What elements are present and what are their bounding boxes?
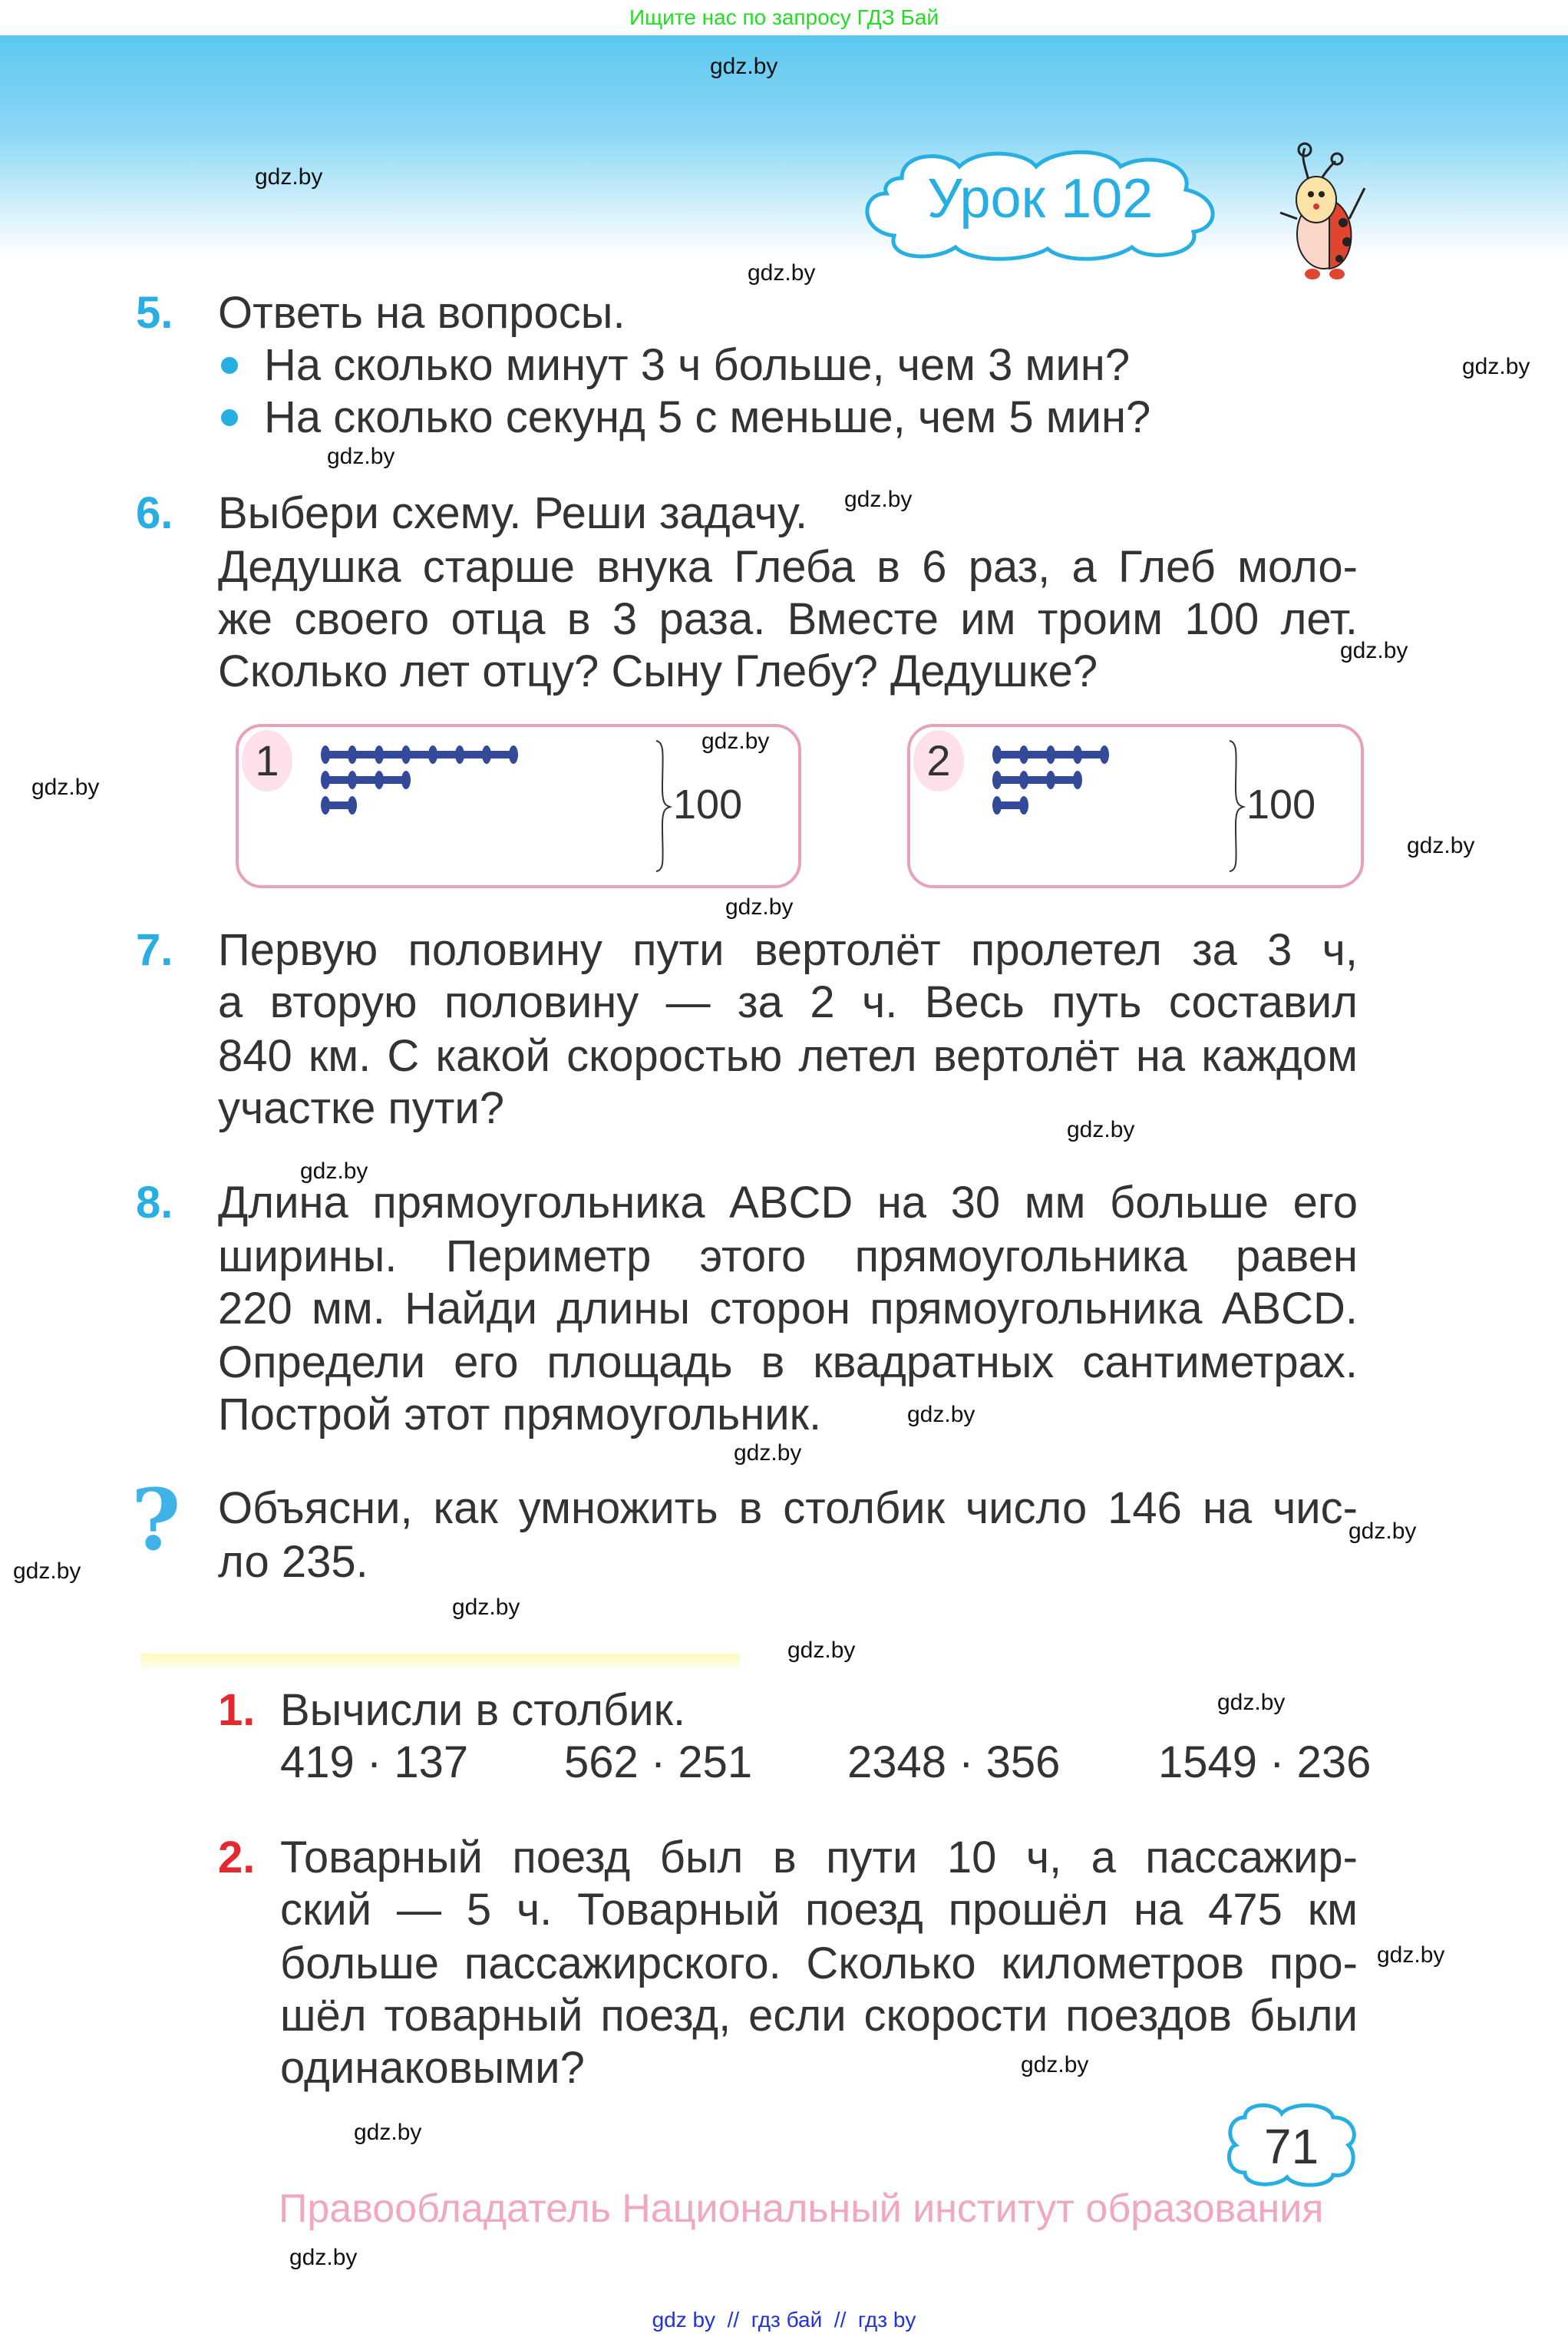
page-number: 71 [1264, 2119, 1319, 2174]
exercise-6-line: же своего отца в 3 раза. Вместе им троим 100 лет. [218, 594, 1358, 644]
expression: 562 · 251 [564, 1737, 753, 1787]
segment-tick [1019, 745, 1028, 764]
homework-1-title: Вычисли в столбик. [280, 1685, 686, 1735]
exercise-7-line: а вторую половину — за 2 ч. Весь путь составил [218, 977, 1358, 1027]
watermark: gdz.by [1377, 1942, 1445, 1968]
watermark: gdz.by [354, 2120, 422, 2145]
segment-tick [455, 745, 464, 764]
footer-links[interactable]: gdz by // гдз бай // гдз by [652, 2308, 916, 2332]
watermark: gdz.by [289, 2245, 358, 2270]
segment-tick [348, 771, 357, 789]
homework-2-line: ский — 5 ч. Товарный поезд прошёл на 475 км [280, 1885, 1358, 1935]
exercise-5-question: На сколько секунд 5 с меньше, чем 5 мин? [264, 392, 1151, 442]
exercise-6-number: 6. [136, 488, 173, 538]
scheme-number: 2 [913, 730, 964, 792]
exercise-5-title: Ответь на вопросы. [218, 288, 626, 338]
segment-tick [1046, 771, 1055, 789]
segment-tick [348, 796, 357, 815]
exercise-7-line: 840 км. С какой скоростью летел вертолёт на каждом [218, 1031, 1358, 1081]
segment-tick [375, 771, 384, 789]
exercise-8-line: Построй этот прямоугольник. [218, 1390, 822, 1439]
exercise-8-line: Определи его площадь в квадратных сантиметрах. [218, 1337, 1358, 1387]
watermark: gdz.by [748, 260, 816, 286]
brace-icon [1230, 741, 1243, 871]
watermark: gdz.by [1407, 833, 1475, 858]
segment-tick [992, 771, 1002, 789]
watermark: gdz.by [1021, 2052, 1089, 2077]
segment-tick [321, 771, 330, 789]
watermark: gdz.by [327, 444, 395, 469]
exercise-7-line: Первую половину пути вертолёт пролетел за 3 ч, [218, 925, 1358, 975]
segment-tick [1100, 745, 1109, 764]
homework-2-line: одинаковыми? [280, 2043, 585, 2093]
watermark: gdz.by [1348, 1519, 1417, 1544]
watermark: gdz.by [710, 54, 778, 79]
homework-2-line: больше пассажирского. Сколько километров про- [280, 1938, 1358, 1988]
scheme-total: 100 [1246, 782, 1316, 828]
segment-tick [1019, 771, 1028, 789]
exercise-5-question: На сколько минут 3 ч больше, чем 3 мин? [264, 340, 1131, 390]
question-mark-icon: ? [131, 1470, 181, 1569]
exercise-8-line: Длина прямоугольника ABCD на 30 мм больше его [218, 1178, 1358, 1228]
exercise-8-line: ширины. Периметр этого прямоугольника равен [218, 1231, 1358, 1281]
top-banner[interactable]: Ищите нас по запросу ГДЗ Бай [629, 5, 939, 29]
exercise-6-line: Дедушка старше внука Глеба в 6 раз, а Глеб моло- [218, 542, 1358, 592]
watermark: gdz.by [255, 164, 323, 190]
lesson-title: Урок 102 [927, 168, 1154, 230]
exercise-5-number: 5. [136, 288, 173, 338]
copyright: Правообладатель Национальный институт образования [279, 2186, 1324, 2231]
watermark: gdz.by [907, 1402, 975, 1427]
watermark: gdz.by [701, 729, 770, 754]
watermark: gdz.by [725, 894, 794, 920]
watermark: gdz.by [1217, 1690, 1286, 1715]
question-line: Объясни, как умножить в столбик число 146 на чис- [218, 1483, 1358, 1533]
expression: 419 · 137 [280, 1737, 469, 1787]
segment-tick [401, 771, 411, 789]
scheme-option-2[interactable] [907, 724, 1364, 888]
homework-1-number: 1. [218, 1685, 256, 1735]
segment-tick [401, 745, 411, 764]
segment-tick [509, 745, 518, 764]
brace-icon [656, 741, 670, 871]
segment-tick [428, 745, 437, 764]
watermark: gdz.by [452, 1595, 520, 1620]
segment-tick [375, 745, 384, 764]
watermark: gdz.by [787, 1638, 856, 1663]
watermark: gdz.by [734, 1440, 802, 1466]
watermark: gdz.by [300, 1158, 368, 1184]
homework-2-number: 2. [218, 1833, 256, 1882]
question-line: ло 235. [218, 1537, 368, 1587]
segment-tick [1019, 796, 1028, 815]
bullet-icon [221, 409, 238, 426]
exercise-8-number: 8. [136, 1178, 173, 1228]
segment-tick [321, 745, 330, 764]
exercise-6-line: Сколько лет отцу? Сыну Глебу? Дедушке? [218, 646, 1098, 696]
watermark: gdz.by [844, 487, 913, 512]
segment-tick [992, 796, 1002, 815]
segment-tick [348, 745, 357, 764]
expression: 2348 · 356 [847, 1737, 1061, 1787]
segment-tick [321, 796, 330, 815]
watermark: gdz.by [31, 775, 100, 800]
expression: 1549 · 236 [1158, 1737, 1372, 1787]
segment-tick [992, 745, 1002, 764]
watermark: gdz.by [1462, 354, 1530, 379]
homework-2-line: Товарный поезд был в пути 10 ч, а пассажир- [280, 1833, 1358, 1882]
homework-2-line: шёл товарный поезд, если скорости поездов были [280, 1991, 1358, 2041]
exercise-6-line: Выбери схему. Реши задачу. [218, 488, 808, 538]
watermark: gdz.by [1067, 1117, 1135, 1142]
segment-tick [1073, 745, 1082, 764]
exercise-8-line: 220 мм. Найди длины сторон прямоугольника ABCD. [218, 1284, 1358, 1334]
watermark: gdz.by [1340, 638, 1408, 663]
segment-tick [482, 745, 491, 764]
exercise-7-line: участке пути? [218, 1083, 505, 1133]
bullet-icon [221, 357, 238, 374]
exercise-7-number: 7. [136, 925, 173, 975]
segment-tick [1073, 771, 1082, 789]
segment-tick [1046, 745, 1055, 764]
scheme-number: 1 [242, 730, 292, 792]
scheme-total: 100 [673, 782, 743, 828]
ladybug-icon [1274, 142, 1374, 280]
watermark: gdz.by [13, 1558, 81, 1584]
